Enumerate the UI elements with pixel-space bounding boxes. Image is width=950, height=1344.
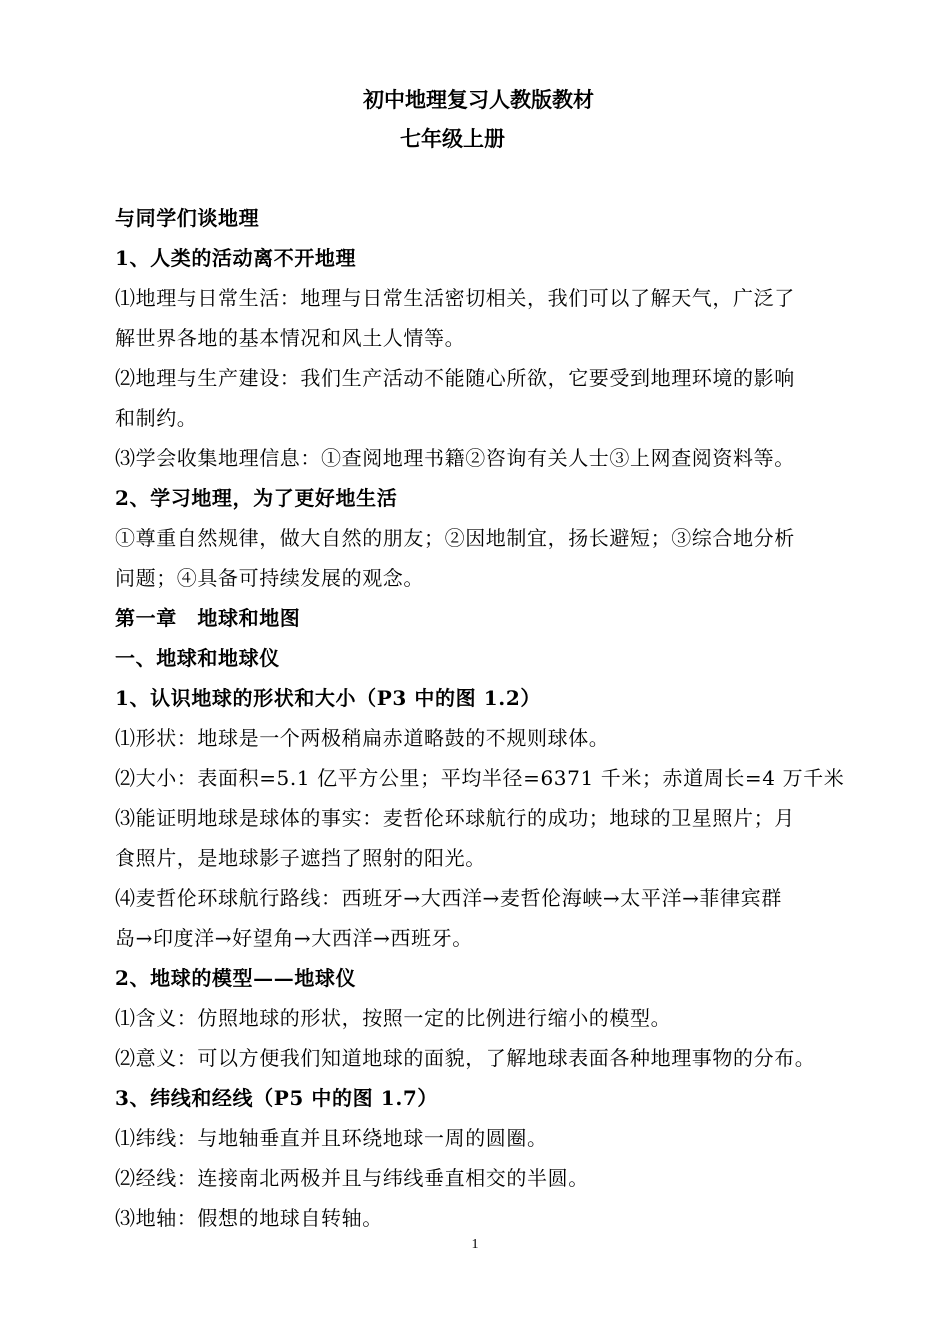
body-text-line: ⑷麦哲伦环球航行路线：西班牙→大西洋→麦哲伦海峡→太平洋→菲律宾群: [115, 886, 782, 910]
body-text-line: ⑴形状：地球是一个两极稍扁赤道略鼓的不规则球体。: [115, 726, 610, 750]
section-heading: 1、人类的活动离不开地理: [115, 246, 357, 270]
document-body: [115, 198, 860, 1238]
body-text-line: ⑶能证明地球是球体的事实：麦哲伦环球航行的成功；地球的卫星照片；月: [115, 806, 795, 830]
body-text-line: 食照片，是地球影子遮挡了照射的阳光。: [115, 846, 486, 870]
body-text-line: 解世界各地的基本情况和风土人情等。: [115, 326, 466, 350]
body-text-line: ⑴纬线：与地轴垂直并且环绕地球一周的圆圈。: [115, 1126, 548, 1150]
body-text-line: 问题；④具备可持续发展的观念。: [115, 566, 424, 590]
body-text-line: ⑵地理与生产建设：我们生产活动不能随心所欲，它要受到地理环境的影响: [115, 366, 795, 390]
section-heading: 一、地球和地球仪: [115, 646, 280, 670]
section-heading: 第一章 地球和地图: [115, 606, 301, 630]
body-text-line: 岛→印度洋→好望角→大西洋→西班牙。: [115, 926, 473, 950]
body-text-line: ⑶地轴：假想的地球自转轴。: [115, 1206, 383, 1230]
section-heading: 3、纬线和经线（P5 中的图 1.7）: [115, 1086, 438, 1110]
document-title: 初中地理复习人教版教材: [363, 87, 594, 112]
page-number: 1: [471, 1237, 479, 1252]
body-text-line: ⑵经线：连接南北两极并且与纬线垂直相交的半圆。: [115, 1166, 589, 1190]
body-text-line: ⑴地理与日常生活：地理与日常生活密切相关，我们可以了解天气，广泛了: [115, 286, 795, 310]
body-text-line: ⑴含义：仿照地球的形状，按照一定的比例进行缩小的模型。: [115, 1006, 672, 1030]
document-subtitle: 七年级上册: [400, 126, 505, 151]
body-text-line: ⑵意义：可以方便我们知道地球的面貌，了解地球表面各种地理事物的分布。: [115, 1046, 816, 1070]
body-text-line: ①尊重自然规律，做大自然的朋友；②因地制宜，扬长避短；③综合地分析: [115, 526, 795, 550]
body-text-line: ⑶学会收集地理信息：①查阅地理书籍②咨询有关人士③上网查阅资料等。: [115, 446, 795, 470]
body-text-line: 和制约。: [115, 406, 198, 430]
section-heading: 2、学习地理，为了更好地生活: [115, 486, 398, 510]
section-heading: 与同学们谈地理: [115, 206, 260, 230]
section-heading: 2、地球的模型——地球仪: [115, 966, 357, 990]
section-heading: 1、认识地球的形状和大小（P3 中的图 1.2）: [115, 686, 541, 710]
body-text-line: ⑵大小：表面积=5.1 亿平方公里；平均半径=6371 千米；赤道周长=4 万千米: [115, 766, 845, 790]
